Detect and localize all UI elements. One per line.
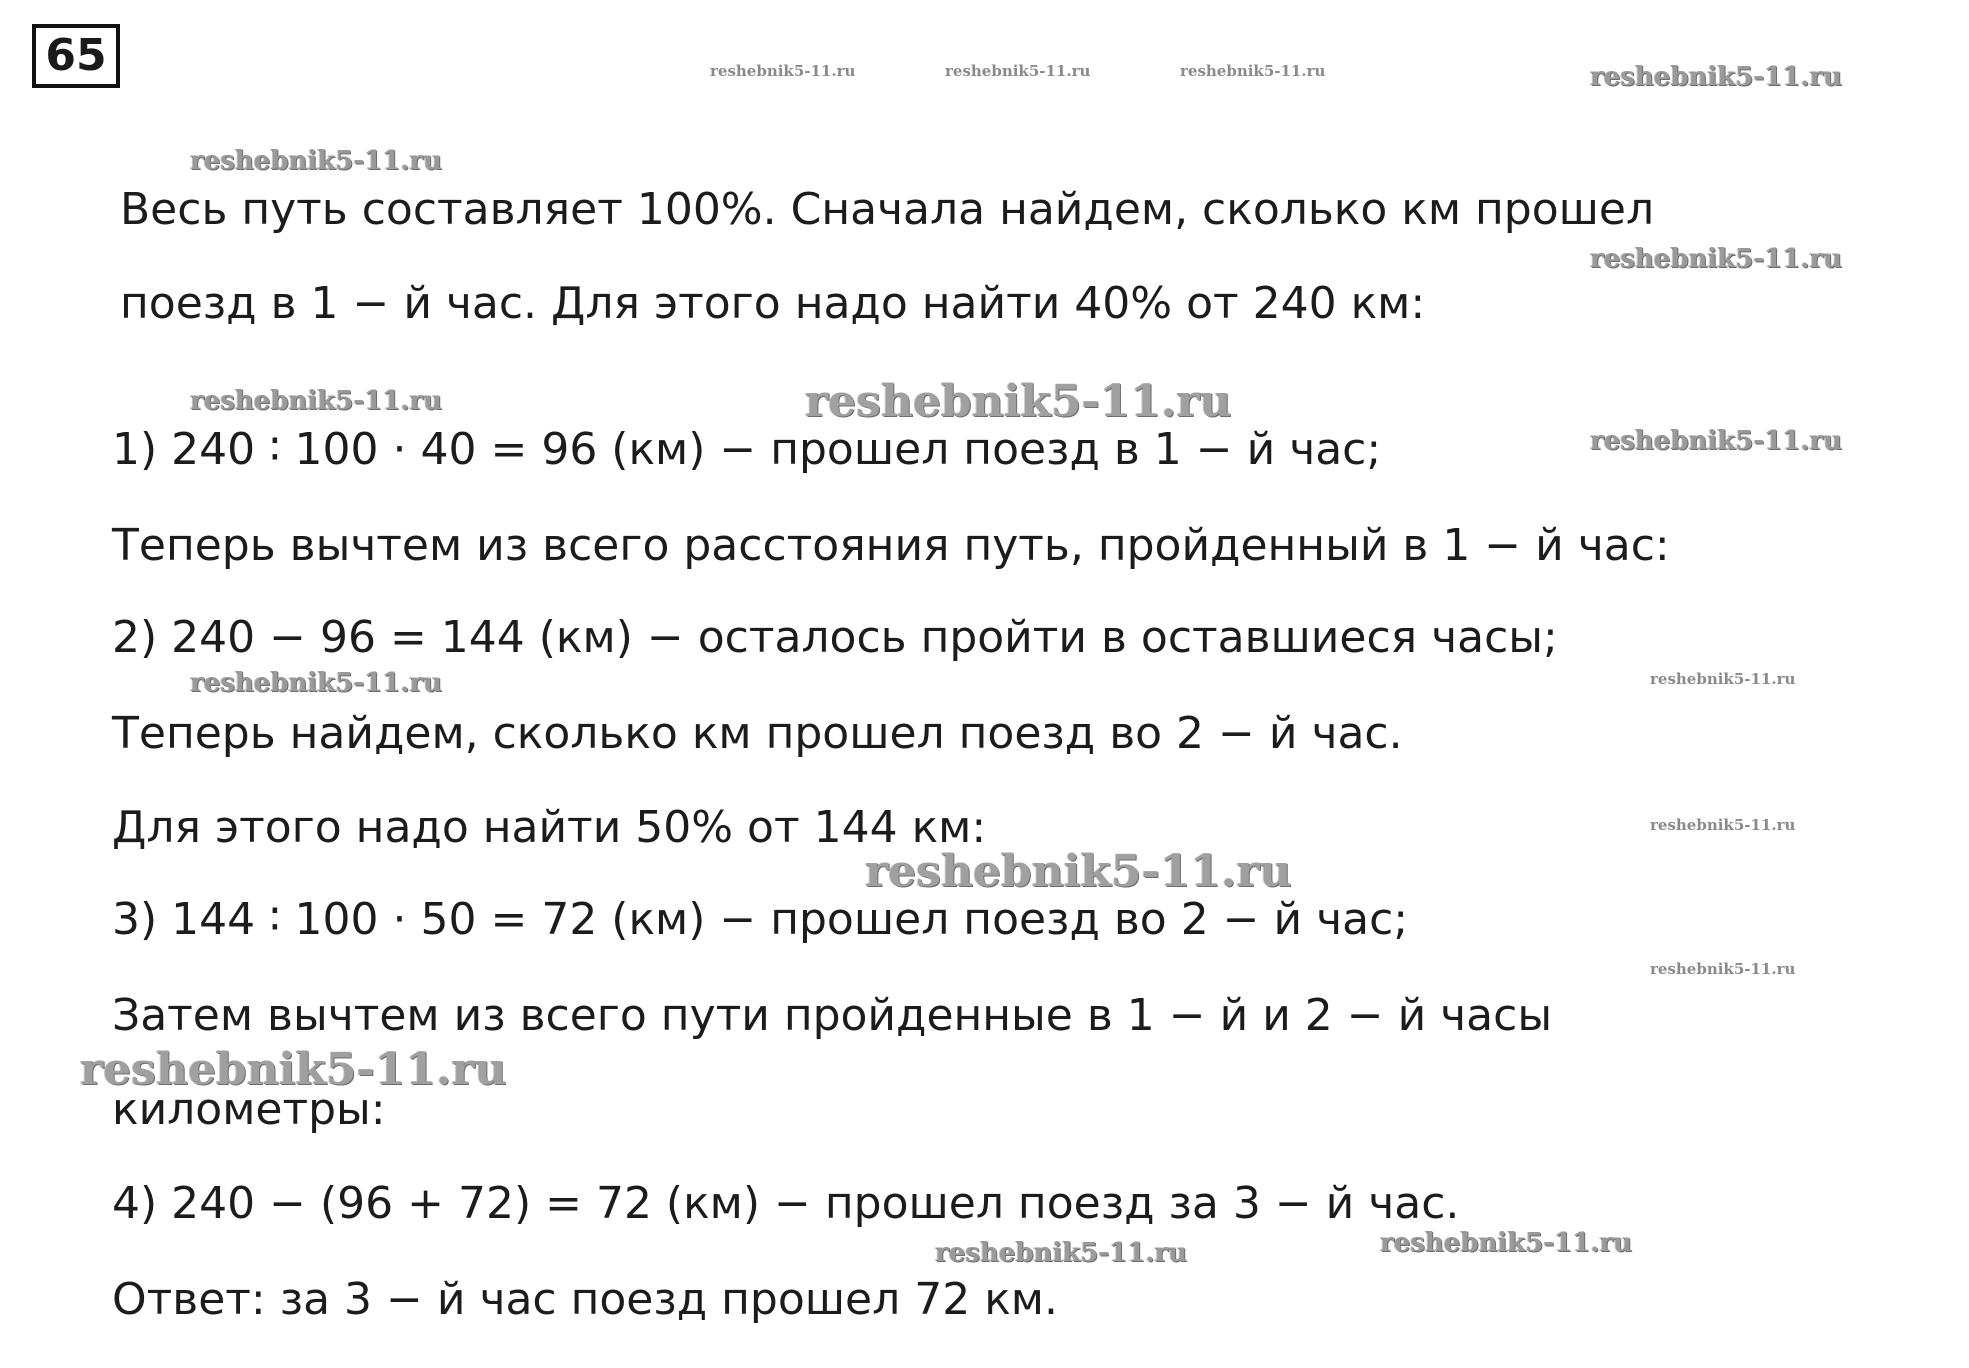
watermark: reshebnik5-11.ru (945, 62, 1091, 80)
solution-line: Весь путь составляет 100%. Сначала найдем, сколько км прошел (120, 184, 1655, 235)
solution-line: Теперь найдем, сколько км прошел поезд во 2 − й час. (112, 708, 1403, 759)
watermark: reshebnik5-11.ru (190, 386, 443, 416)
solution-line: Ответ: за 3 − й час поезд прошел 72 км. (112, 1274, 1058, 1325)
solution-line: Затем вычтем из всего пути пройденные в 1 − й и 2 − й часы (112, 990, 1553, 1041)
solution-line: 4) 240 − (96 + 72) = 72 (км) − прошел поезд за 3 − й час. (112, 1178, 1460, 1229)
problem-number: 65 (45, 30, 107, 81)
watermark: reshebnik5-11.ru (710, 62, 856, 80)
watermark: reshebnik5-11.ru (190, 668, 443, 698)
watermark: reshebnik5-11.ru (935, 1238, 1188, 1268)
watermark: reshebnik5-11.ru (1650, 670, 1796, 688)
watermark: reshebnik5-11.ru (1590, 426, 1843, 456)
solution-line: 2) 240 − 96 = 144 (км) − осталось пройти в оставшиеся часы; (112, 612, 1558, 663)
watermark: reshebnik5-11.ru (1650, 960, 1796, 978)
watermark: reshebnik5-11.ru (805, 376, 1232, 427)
solution-line: 1) 240 ∶ 100 · 40 = 96 (км) − прошел поезд в 1 − й час; (112, 424, 1382, 475)
solution-line: Теперь вычтем из всего расстояния путь, пройденный в 1 − й час: (112, 520, 1670, 571)
solution-line: километры: (112, 1084, 386, 1135)
watermark: reshebnik5-11.ru (865, 846, 1292, 897)
watermark: reshebnik5-11.ru (190, 146, 443, 176)
solution-line: 3) 144 ∶ 100 · 50 = 72 (км) − прошел поезд во 2 − й час; (112, 894, 1409, 945)
solution-line: поезд в 1 − й час. Для этого надо найти 40% от 240 км: (120, 278, 1426, 329)
problem-number-box (32, 24, 120, 88)
watermark: reshebnik5-11.ru (1650, 816, 1796, 834)
watermark: reshebnik5-11.ru (1590, 244, 1843, 274)
watermark: reshebnik5-11.ru (80, 1044, 507, 1095)
watermark: reshebnik5-11.ru (1380, 1228, 1633, 1258)
solution-line: Для этого надо найти 50% от 144 км: (112, 802, 987, 853)
watermark: reshebnik5-11.ru (1180, 62, 1326, 80)
watermark: reshebnik5-11.ru (1590, 62, 1843, 92)
